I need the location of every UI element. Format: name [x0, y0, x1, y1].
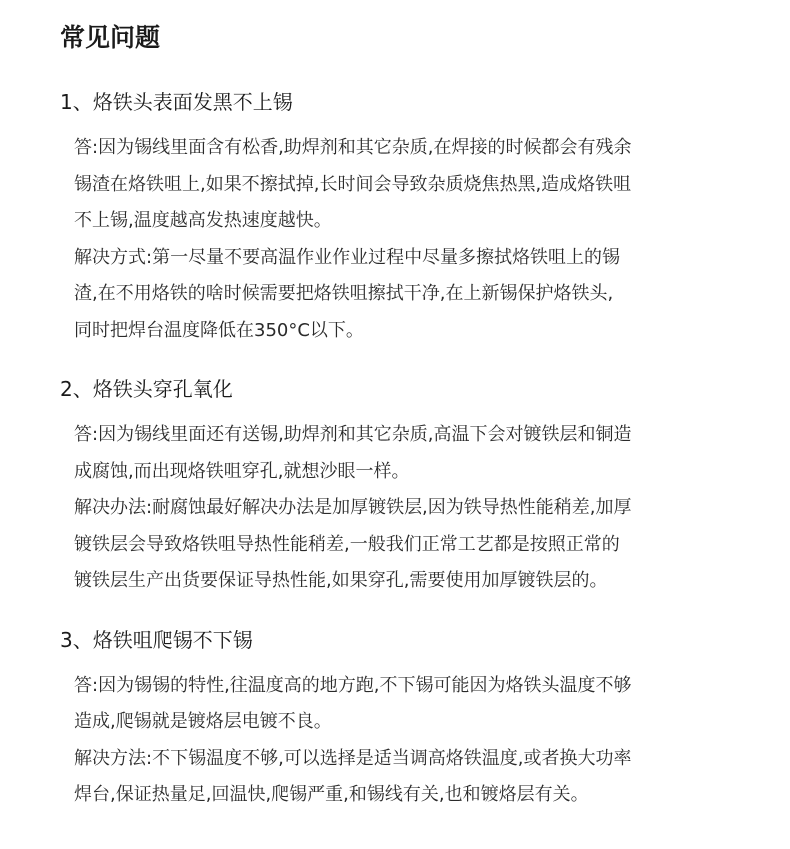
- faq-question: 2、烙铁头穿孔氧化: [60, 377, 233, 401]
- solution-line: 同时把焊台温度降低在350°C以下。: [74, 319, 364, 341]
- faq-item-1: [60, 84, 750, 349]
- answer-line: 答:因为锡线里面还有送锡,助焊剂和其它杂质,高温下会对镀铁层和铜造: [74, 424, 632, 445]
- faq-answer: [60, 130, 750, 349]
- solution-line: 焊台,保证热量足,回温快,爬锡严重,和锡线有关,也和镀烙层有关。: [74, 784, 589, 805]
- answer-line: 成腐蚀,而出现烙铁咀穿孔,就想沙眼一样。: [74, 460, 410, 482]
- answer-line: 不上锡,温度越高发热速度越快。: [74, 210, 332, 231]
- answer-line: 答:因为锡锡的特性,往温度高的地方跑,不下锡可能因为烙铁头温度不够: [74, 674, 632, 696]
- faq-answer: [60, 668, 750, 814]
- faq-answer: [60, 417, 750, 600]
- solution-line: 解决办法:耐腐蚀最好解决办法是加厚镀铁层,因为铁导热性能稍差,加厚: [74, 497, 632, 518]
- solution-line: 镀铁层会导致烙铁咀导热性能稍差,一般我们正常工艺都是按照正常的: [74, 533, 620, 555]
- faq-question: 1、烙铁头表面发黑不上锡: [60, 90, 293, 114]
- faq-question: 3、烙铁咀爬锡不下锡: [60, 627, 253, 652]
- solution-line: 镀铁层生产出货要保证导热性能,如果穿孔,需要使用加厚镀铁层的。: [74, 570, 608, 591]
- answer-line: 造成,爬锡就是镀烙层电镀不良。: [74, 711, 332, 732]
- answer-line: 答:因为锡线里面含有松香,助焊剂和其它杂质,在焊接的时候都会有残余: [74, 137, 632, 158]
- solution-line: 渣,在不用烙铁的啥时候需要把烙铁咀擦拭干净,在上新锡保护烙铁头,: [74, 283, 614, 304]
- answer-line: 锡渣在烙铁咀上,如果不擦拭掉,长时间会导致杂质烧焦热黑,造成烙铁咀: [74, 173, 632, 195]
- solution-line: 解决方式:第一尽量不要高温作业作业过程中尽量多擦拭烙铁咀上的锡: [74, 246, 621, 268]
- page-title: 常见问题: [60, 23, 161, 52]
- solution-line: 解决方法:不下锡温度不够,可以选择是适当调高烙铁温度,或者换大功率: [74, 747, 632, 769]
- faq-item-2: [60, 371, 750, 600]
- faq-item-3: [60, 622, 750, 814]
